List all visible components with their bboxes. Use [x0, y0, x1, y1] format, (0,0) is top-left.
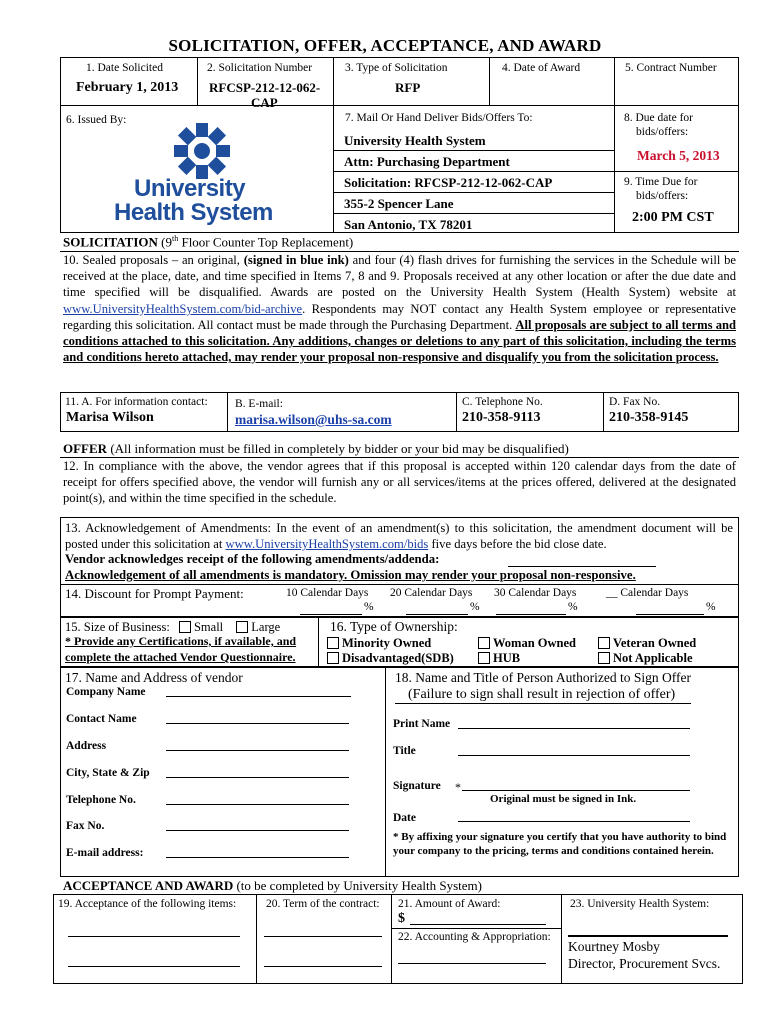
offer-heading: OFFER (All information must be filled in completely by bidder or your bid may be disqualified) [63, 441, 569, 456]
amendments-input[interactable] [508, 566, 656, 567]
logo-text-health-system: Health System [114, 199, 273, 226]
acceptance-items-input-2[interactable] [68, 966, 240, 967]
uhs-label: 23. University Health System: [570, 898, 710, 910]
amendments-mandatory: Acknowledgement of all amendments is mandatory. Omission may render your proposal non-responsive. [65, 568, 636, 582]
date-solicited: February 1, 2013 [76, 80, 179, 95]
address-label: Address [66, 740, 107, 752]
discount-10-input[interactable] [300, 614, 362, 615]
sdb-checkbox[interactable] [327, 652, 339, 664]
date-solicited-label: 1. Date Solicited [86, 62, 163, 74]
date-label: Date [393, 812, 416, 824]
due-date-label: 8. Due date for [624, 112, 693, 124]
hub: HUB [478, 651, 520, 666]
accounting-label: 22. Accounting & Appropriation: [398, 931, 551, 943]
fax-input[interactable] [166, 830, 349, 831]
large-checkbox[interactable] [236, 621, 248, 633]
award-amount-label: 21. Amount of Award: [398, 898, 501, 910]
acceptance-heading: ACCEPTANCE AND AWARD (to be completed by University Health System) [63, 878, 482, 893]
acceptance-items-input-1[interactable] [68, 936, 240, 937]
mail-line-2: Attn: Purchasing Department [344, 154, 510, 169]
uhs-signature-line[interactable] [568, 935, 728, 937]
amendments-paragraph: 13. Acknowledgement of Amendments: In the event of an amendment(s) to this solicitation, the amendment document will be posted under this solicitation at www.UniversityHealthSystem.com/bids five days before the bid close date. [65, 521, 733, 552]
ownership-row-1: Minority Owned [327, 636, 431, 651]
pct-custom: % [706, 601, 716, 613]
discount-custom-label: __ Calendar Days [606, 587, 689, 599]
contract-term-label: 20. Term of the contract: [266, 898, 380, 910]
contract-term-input-2[interactable] [264, 966, 382, 967]
contact-fax: 210-358-9145 [609, 410, 689, 425]
veteran-owned: Veteran Owned [598, 636, 696, 651]
affix-note-1: * By affixing your signature you certify that you have authority to bind [393, 831, 727, 843]
discount-label: 14. Discount for Prompt Payment: [65, 586, 244, 601]
solicitation-number-label: 2. Solicitation Number [207, 62, 313, 74]
star-emblem-icon [172, 121, 232, 181]
woman-owned: Woman Owned [478, 636, 576, 651]
company-name-label: Company Name [66, 686, 146, 698]
pct-10: % [364, 601, 374, 613]
mail-line-3: Solicitation: RFCSP-212-12-062-CAP [344, 175, 553, 190]
university-health-logo [110, 121, 290, 227]
disadvantaged: Disadvantaged(SDB) [327, 651, 454, 666]
signature-label: Signature [393, 780, 441, 792]
date-input[interactable] [458, 821, 690, 822]
small-checkbox[interactable] [179, 621, 191, 633]
discount-30-input[interactable] [496, 614, 566, 615]
title-label: Title [393, 745, 416, 757]
city-state-zip-input[interactable] [166, 777, 349, 778]
woman-checkbox[interactable] [478, 637, 490, 649]
discount-10-label: 10 Calendar Days [286, 587, 369, 599]
ownership-label: 16. Type of Ownership: [330, 619, 458, 634]
solicitation-number: RFCSP-212-12-062- [209, 80, 321, 95]
amendments-ack: Vendor acknowledges receipt of the following amendments/addenda: [65, 552, 440, 566]
business-size: 15. Size of Business: Small Large [65, 620, 281, 634]
discount-20-input[interactable] [406, 614, 468, 615]
solicitation-number-cont: CAP [251, 95, 278, 110]
time-due-label-2: bids/offers: [636, 190, 689, 202]
issued-by-label: 6. Issued By: [66, 114, 127, 126]
telephone-input[interactable] [166, 804, 349, 805]
hub-checkbox[interactable] [478, 652, 490, 664]
time-due: 2:00 PM CST [632, 210, 714, 225]
address-input[interactable] [166, 750, 349, 751]
discount-custom-input[interactable] [636, 614, 704, 615]
cert-note-1: * Provide any Certifications, if available, and [65, 634, 297, 648]
contact-fax-label: D. Fax No. [609, 396, 661, 408]
due-date-label-2: bids/offers: [636, 126, 689, 138]
type-label: 3. Type of Solicitation [345, 62, 448, 74]
uhs-signer-title: Director, Procurement Svcs. [568, 956, 721, 971]
mail-line-5: San Antonio, TX 78201 [344, 217, 473, 232]
accounting-input[interactable] [398, 963, 546, 964]
contact-name: Marisa Wilson [66, 410, 154, 425]
signer-heading: 18. Name and Title of Person Authorized to Sign Offer [395, 670, 691, 685]
cert-note-2: complete the attached Vendor Questionnaire. [65, 650, 296, 664]
affix-note-2: your company to the pricing, terms and conditions contained herein. [393, 845, 714, 857]
vendor-heading: 17. Name and Address of vendor [65, 670, 243, 685]
solicitation-heading: SOLICITATION (9th Floor Counter Top Replacement) [63, 234, 354, 250]
contact-phone: 210-358-9113 [462, 410, 541, 425]
contact-email-label: B. E-mail: [235, 398, 283, 410]
discount-30-label: 30 Calendar Days [494, 587, 577, 599]
print-name-input[interactable] [458, 728, 690, 729]
award-date-label: 4. Date of Award [502, 62, 581, 74]
original-ink-note: Original must be signed in Ink. [490, 793, 637, 805]
contract-number-label: 5. Contract Number [625, 62, 717, 74]
award-amount-input[interactable] [410, 924, 546, 925]
bid-archive-link[interactable]: www.UniversityHealthSystem.com/bid-archive [63, 301, 303, 316]
logo-text-university: University [134, 175, 246, 202]
acceptance-items-label: 19. Acceptance of the following items: [58, 898, 237, 910]
contact-name-label: 11. A. For information contact: [65, 396, 208, 408]
contract-term-input-1[interactable] [264, 936, 382, 937]
contact-email[interactable]: marisa.wilson@uhs-sa.com [235, 412, 392, 427]
contact-phone-label: C. Telephone No. [462, 396, 543, 408]
uhs-signer-name: Kourtney Mosby [568, 939, 660, 954]
due-date: March 5, 2013 [637, 148, 720, 163]
email-input[interactable] [166, 857, 349, 858]
mail-label: 7. Mail Or Hand Deliver Bids/Offers To: [345, 112, 533, 124]
print-name-label: Print Name [393, 718, 451, 730]
veteran-checkbox[interactable] [598, 637, 610, 649]
city-state-zip-label: City, State & Zip [66, 767, 150, 779]
not-applicable-checkbox[interactable] [598, 652, 610, 664]
offer-paragraph: 12. In compliance with the above, the vendor agrees that if this proposal is accepted within 120 calendar days from the date of receipt for offers specified above, the vendor will furnish any or all services/items at the prices offered, delivered at the designated point(s), and within the time specified in the schedule. [63, 459, 736, 506]
title-input[interactable] [458, 755, 690, 756]
discount-20-label: 20 Calendar Days [390, 587, 473, 599]
contact-name-field-label: Contact Name [66, 713, 137, 725]
mail-line-1: University Health System [344, 133, 486, 148]
signature-asterisk: * [455, 780, 461, 794]
company-name-input[interactable] [166, 696, 351, 697]
bids-link[interactable]: www.UniversityHealthSystem.com/bids [225, 537, 429, 552]
pct-20: % [470, 601, 480, 613]
not-applicable: Not Applicable [598, 651, 693, 666]
mail-line-4: 355-2 Spencer Lane [344, 196, 454, 211]
time-due-label: 9. Time Due for [624, 176, 698, 188]
signer-subheading: (Failure to sign shall result in rejection of offer) [408, 687, 676, 702]
signature-input[interactable] [462, 790, 690, 791]
fax-label: Fax No. [66, 820, 105, 832]
solicitation-type: RFP [395, 80, 421, 95]
pct-30: % [568, 601, 578, 613]
form-title: SOLICITATION, OFFER, ACCEPTANCE, AND AWARD [168, 36, 602, 55]
contact-name-input[interactable] [166, 723, 349, 724]
email-label: E-mail address: [66, 847, 144, 859]
dollar-sign: $ [398, 911, 405, 926]
telephone-label: Telephone No. [66, 794, 136, 806]
minority-checkbox[interactable] [327, 637, 339, 649]
solicitation-paragraph: 10. Sealed proposals – an original, (signed in blue ink) and four (4) flash drives for furnishing the services in the Schedule will be received at the place, date, and time specified in Items 7, 8 and 9. Proposals received at any other location or after the due date and time specified will be disqualified. Awards are posted on the University Health System (Health System) website at www.UniversityHealthSystem.com/bid-archive. Respondents may NOT contact any Health System employee or representative regarding this solicitation. All contact must be made through the Purchasing Department. All proposals are subject to all terms and conditions attached to this solicitation. Any additions, changes or deletions to any part of this solicitation, including the terms and conditions hereto attached, may render your proposal non-responsive and disqualify you from the solicitation process. [63, 253, 737, 365]
